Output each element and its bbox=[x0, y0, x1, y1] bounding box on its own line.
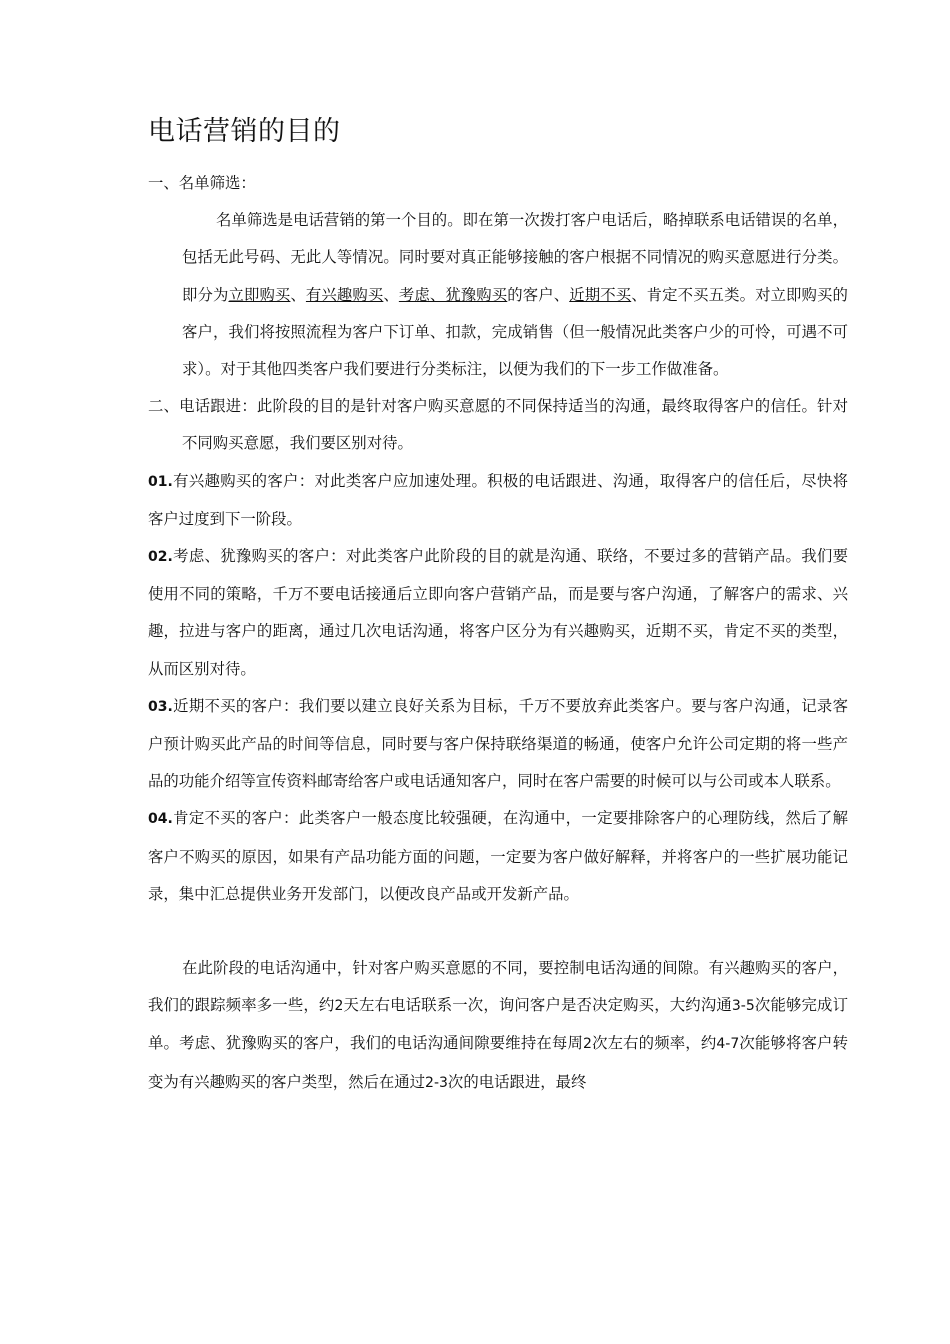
closing-number-3: 2 bbox=[583, 1036, 592, 1053]
paragraph-spacer bbox=[148, 913, 848, 950]
closing-text-a: 在此阶段的电话沟通中，针对客户购买意愿的不同，要控制电话沟通的间隙。有兴趣购买的客户，我们的跟踪频率多一些，约 bbox=[148, 959, 848, 1015]
s1-text-3: 、 bbox=[383, 285, 399, 304]
item-01 bbox=[148, 463, 848, 538]
section-1-heading: 一、名单筛选： bbox=[148, 174, 256, 192]
s1-text-2: 、 bbox=[290, 285, 306, 304]
item-text: 有兴趣购买的客户：对此类客户应加速处理。积极的电话跟进、沟通，取得客户的信任后，尽快将客户过度到下一阶段。 bbox=[148, 471, 848, 528]
closing-text-f: 次的电话跟进，最终 bbox=[447, 1072, 587, 1091]
closing-text-b: 天左右电话联系一次，询问客户是否决定购买，大约沟通 bbox=[343, 996, 732, 1015]
item-number: 02. bbox=[148, 549, 173, 566]
title-spacer bbox=[148, 152, 848, 165]
section-1-paragraph bbox=[182, 202, 848, 388]
item-03 bbox=[148, 688, 848, 801]
item-number: 04. bbox=[148, 811, 173, 828]
item-number: 01. bbox=[148, 473, 173, 490]
page-title: 电话营销的目的 bbox=[148, 116, 341, 147]
closing-number-4: 4-7 bbox=[716, 1036, 740, 1053]
item-text: 近期不买的客户：我们要以建立良好关系为目标，千万不要放弃此类客户。要与客户沟通，记录客户预计购买此产品的时间等信息，同时要与客户保持联络渠道的畅通，使客户允许公司定期的将一些产品的功能介绍等宣传资料邮寄给客户或电话通知客户，同时在客户需要的时候可以与公司或本人联系。 bbox=[148, 696, 848, 791]
s1-underline-buy-now: 立即购买 bbox=[228, 285, 291, 304]
section-2-paragraph: 二、电话跟进：此阶段的目的是针对客户购买意愿的不同保持适当的沟通，最终取得客户的信任。针对不同购买意愿，我们要区别对待。 bbox=[148, 397, 848, 453]
item-04 bbox=[148, 800, 848, 913]
s1-underline-interested: 有兴趣购买 bbox=[305, 285, 384, 304]
s1-underline-considering: 考虑、犹豫购买 bbox=[398, 285, 508, 304]
item-text: 肯定不买的客户：此类客户一般态度比较强硬，在沟通中，一定要排除客户的心理防线，然后了解客户不购买的原因，如果有产品功能方面的问题，一定要为客户做好解释，并将客户的一些扩展功能记录，集中汇总提供业务开发部门，以便改良产品或开发新产品。 bbox=[148, 809, 848, 903]
item-02 bbox=[148, 538, 848, 688]
s1-text-1: 名单筛选是电话营销的第一个目的。即在第一次拨打客户电话后，略掉联系电话错误的名单，包括无此号码、无此人等情况。同时要对真正能够接触的客户根据不同情况的购买意愿进行分类。即分为 bbox=[182, 211, 848, 304]
section-1-body bbox=[148, 202, 848, 388]
s1-underline-not-soon: 近期不买 bbox=[569, 285, 632, 304]
closing-number-5: 2-3 bbox=[425, 1074, 448, 1091]
closing-text-d: 次左右的频率，约 bbox=[591, 1034, 717, 1053]
document-body bbox=[148, 112, 848, 1102]
item-text: 考虑、犹豫购买的客户：对此类客户此阶段的目的就是沟通、联络，不要过多的营销产品。我们要使用不同的策略，千万不要电话接通后立即向客户营销产品，而是要与客户沟通，了解客户的需求、兴趣，拉进与客户的距离，通过几次电话沟通，将客户区分为有兴趣购买，近期不买，肯定不买的类型，从而区别对待。 bbox=[148, 547, 848, 678]
closing-number-1: 2 bbox=[334, 998, 344, 1015]
closing-number-2: 3-5 bbox=[731, 998, 755, 1015]
closing-paragraph bbox=[148, 950, 848, 1102]
item-number: 03. bbox=[148, 698, 173, 715]
s1-text-4: 的客户、 bbox=[507, 285, 570, 304]
closing-text-e: 次能够将客户转变为有兴趣购买的客户类型，然后在通过 bbox=[148, 1034, 848, 1091]
closing-text-c: 次能够完成订单。考虑、犹豫购买的客户，我们的电话沟通间隙要维持在每周 bbox=[148, 996, 848, 1053]
s1-text-5: 、肯定不买五类。对立即购买的客户，我们将按照流程为客户下订单、扣款，完成销售（但一般情况此类客户少的可怜，可遇不可求）。对于其他四类客户我们要进行分类标注，以便为我们的下一步工作做准备。 bbox=[182, 285, 848, 379]
